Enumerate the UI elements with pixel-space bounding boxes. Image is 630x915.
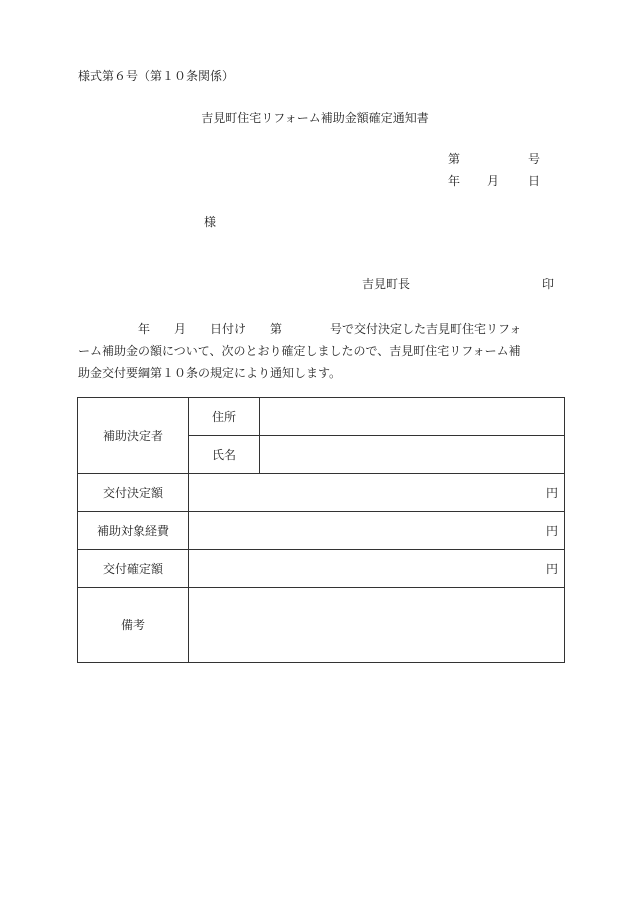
recipient-label: 補助決定者 xyxy=(78,398,189,474)
eligible-cost-yen: 円 xyxy=(189,512,565,550)
grant-confirmed-label: 交付確定額 xyxy=(78,550,189,588)
address-label: 住所 xyxy=(189,398,260,436)
date-year-label: 年 xyxy=(448,174,461,188)
grant-decision-yen: 円 xyxy=(189,474,565,512)
name-label: 氏名 xyxy=(189,436,260,474)
table-row-eligible-cost xyxy=(78,512,565,550)
date-month-label: 月 xyxy=(487,174,500,188)
grant-details-table xyxy=(77,397,565,663)
grant-confirmed-yen: 円 xyxy=(189,550,565,588)
notice-body-line-3: 助金交付要綱第１０条の規定により通知します。 xyxy=(78,366,342,380)
table-row-grant-confirmed xyxy=(78,550,565,588)
date-day-label: 日 xyxy=(528,174,541,188)
form-number: 様式第６号（第１０条関係） xyxy=(78,69,235,83)
remarks-value-cell xyxy=(189,588,565,663)
eligible-cost-label: 補助対象経費 xyxy=(78,512,189,550)
table-row-remarks xyxy=(78,588,565,663)
table-row-address xyxy=(78,398,565,436)
grant-decision-label: 交付決定額 xyxy=(78,474,189,512)
table-row-grant-decision xyxy=(78,474,565,512)
address-value-cell xyxy=(260,398,565,436)
remarks-label: 備考 xyxy=(78,588,189,663)
document-title-text: 吉見町住宅リフォーム補助金額確定通知書 xyxy=(201,111,429,125)
issuer-seal-label: 印 xyxy=(542,277,555,291)
doc-number-prefix: 第 xyxy=(448,152,461,166)
recipient-honorific: 様 xyxy=(204,215,217,229)
doc-number-suffix: 号 xyxy=(528,152,541,166)
notice-body xyxy=(78,318,568,384)
document-title xyxy=(0,112,630,124)
notice-body-line-2: ーム補助金の額について、次のとおり確定しましたので、吉見町住宅リフォーム補 xyxy=(78,344,521,358)
notice-body-line-1: 年 月 日付け 第 号で交付決定した吉見町住宅リフォ xyxy=(78,322,522,336)
issuer-name: 吉見町長 xyxy=(362,277,411,291)
name-value-cell xyxy=(260,436,565,474)
